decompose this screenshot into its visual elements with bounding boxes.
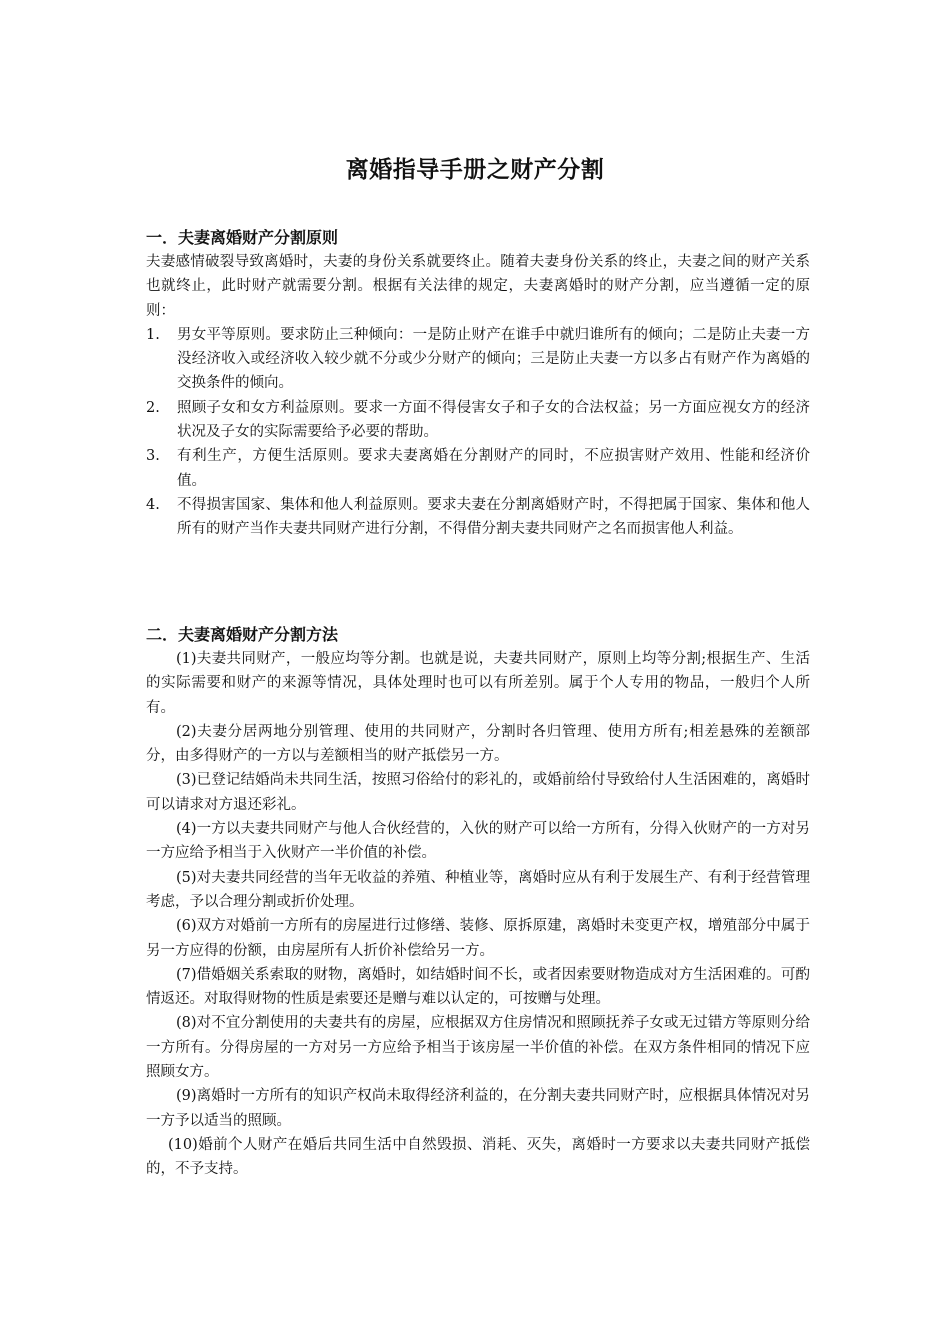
method-paragraph: (9)离婚时一方所有的知识产权尚未取得经济利益的，在分割夫妻共同财产时，应根据具体情况对另一方予以适当的照顾。 xyxy=(146,1088,810,1129)
section-methods xyxy=(146,623,810,1182)
list-item-text: 有利生产，方便生活原则。要求夫妻离婚在分割财产的同时，不应损害财产效用、性能和经济价值。 xyxy=(177,448,810,489)
list-item xyxy=(146,396,810,445)
list-item-text: 不得损害国家、集体和他人利益原则。要求夫妻在分割离婚财产时，不得把属于国家、集体和他人所有的财产当作夫妻共同财产进行分割，不得借分割夫妻共同财产之名而损害他人利益。 xyxy=(177,496,810,538)
list-item-text: 男女平等原则。要求防止三种倾向：一是防止财产在谁手中就归谁所有的倾向；二是防止夫妻一方没经济收入或经济收入较少就不分或少分财产的倾向；三是防止夫妻一方以多占有财产作为离婚的交换条件的倾向。 xyxy=(177,326,810,392)
method-paragraph: (10)婚前个人财产在婚后共同生活中自然毁损、消耗、灭失，离婚时一方要求以夫妻共同财产抵偿的，不予支持。 xyxy=(146,1136,810,1178)
document-title: 离婚指导手册之财产分割 xyxy=(345,157,605,183)
list-number: 4. xyxy=(146,496,160,513)
method-paragraph: (5)对夫妻共同经营的当年无收益的养殖、种植业等，离婚时应从有利于发展生产、有利于经营管理考虑，予以合理分割或折价处理。 xyxy=(146,869,810,910)
list-number: 2. xyxy=(146,399,160,416)
section-heading-methods: 二．夫妻离婚财产分割方法 xyxy=(146,625,339,644)
method-paragraph: (2)夫妻分居两地分别管理、使用的共同财产，分割时各归管理、使用方所有;相差悬殊的差额部分，由多得财产的一方以与差额相当的财产抵偿另一方。 xyxy=(146,723,810,765)
section-principles xyxy=(146,226,810,542)
method-paragraph: (4)一方以夫妻共同财产与他人合伙经营的，入伙的财产可以给一方所有，分得入伙财产的一方对另一方应给予相当于入伙财产一半价值的补偿。 xyxy=(146,821,810,862)
method-paragraph: (6)双方对婚前一方所有的房屋进行过修缮、装修、原拆原建，离婚时未变更产权，增殖部分中属于另一方应得的份额，由房屋所有人折价补偿给另一方。 xyxy=(146,918,810,959)
method-paragraph: (3)已登记结婚尚未共同生活，按照习俗给付的彩礼的，或婚前给付导致给付人生活困难的，离婚时可以请求对方退还彩礼。 xyxy=(146,772,810,813)
list-item-text: 照顾子女和女方利益原则。要求一方面不得侵害女子和子女的合法权益；另一方面应视女方的经济状况及子女的实际需要给予必要的帮助。 xyxy=(177,399,810,441)
method-paragraph: (8)对不宜分割使用的夫妻共有的房屋，应根据双方住房情况和照顾抚养子女或无过错方等原则分给一方所有。分得房屋的一方对另一方应给予相当于该房屋一半价值的补偿。在双方条件相同的情况下应照顾女方。 xyxy=(146,1015,810,1081)
list-number: 3. xyxy=(146,448,160,465)
list-item xyxy=(146,323,810,396)
section-intro: 夫妻感情破裂导致离婚时，夫妻的身份关系就要终止。随着夫妻身份关系的终止，夫妻之间的财产关系也就终止，此时财产就需要分割。根据有关法律的规定，夫妻离婚时的财产分割，应当遵循一定的原则： xyxy=(146,254,810,319)
list-item xyxy=(146,493,810,542)
method-paragraph: (1)夫妻共同财产，一般应均等分割。也就是说，夫妻共同财产，原则上均等分割;根据生产、生活的实际需要和财产的来源等情况，具体处理时也可以有所差别。属于个人专用的物品，一般归个人所有。 xyxy=(146,651,810,716)
list-item xyxy=(146,444,810,493)
list-number: 1. xyxy=(146,326,160,343)
method-paragraph: (7)借婚姻关系索取的财物，离婚时，如结婚时间不长，或者因索要财物造成对方生活困难的。可酌情返还。对取得财物的性质是索要还是赠与难以认定的，可按赠与处理。 xyxy=(146,966,810,1008)
section-heading-principles: 一．夫妻离婚财产分割原则 xyxy=(146,228,339,247)
